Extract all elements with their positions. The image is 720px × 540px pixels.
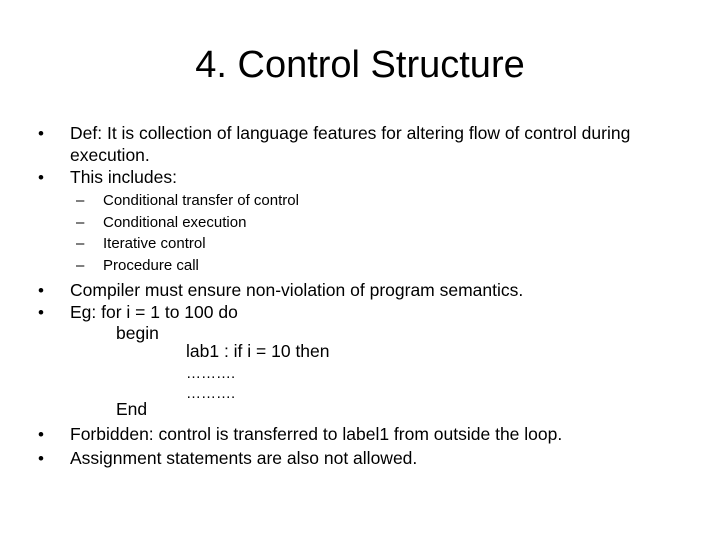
sub-item: Procedure call [103,257,199,274]
bullet-icon: • [38,281,44,300]
eg-text: Eg: for i = 1 to 100 do [70,302,238,322]
dash-icon: – [76,257,85,274]
code-dots: ………. [186,385,236,402]
includes-text: This includes: [70,167,177,187]
code-lab: lab1 : if i = 10 then [186,341,330,361]
def-text-line1: Def: It is collection of language features for altering flow of control during [70,123,631,143]
bullet-icon: • [38,303,44,322]
def-text-line2: execution. [70,145,150,165]
dash-icon: – [76,192,85,209]
sub-item: Conditional execution [103,214,247,231]
sub-item: Iterative control [103,235,206,252]
forbidden-text: Forbidden: control is transferred to label1 from outside the loop. [70,424,563,444]
code-begin: begin [116,323,159,343]
dash-icon: – [76,235,85,252]
bullet-icon: • [38,168,44,187]
assignment-text: Assignment statements are also not allowed. [70,448,418,468]
sub-item: Conditional transfer of control [103,192,299,209]
slide-title: 4. Control Structure [195,44,525,86]
compiler-text: Compiler must ensure non-violation of program semantics. [70,280,524,300]
dash-icon: – [76,214,85,231]
bullet-icon: • [38,425,44,444]
bullet-icon: • [38,449,44,468]
bullet-icon: • [38,124,44,143]
code-dots: ………. [186,365,236,382]
code-end: End [116,399,148,419]
